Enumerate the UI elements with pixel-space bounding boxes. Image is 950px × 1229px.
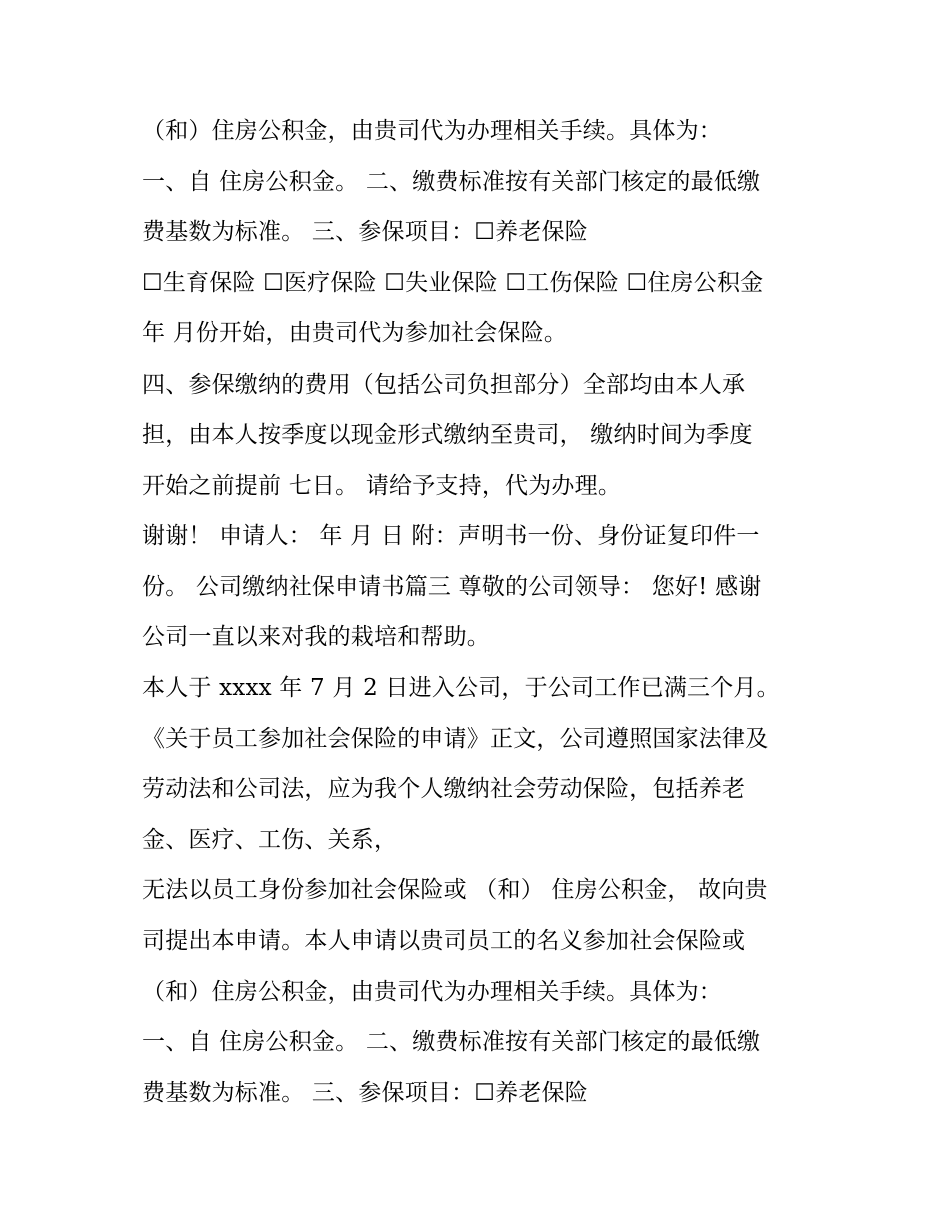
text-line: 费基数为标准。 三、参保项目：☐养老保险	[142, 1080, 588, 1106]
text-line: 开始之前提前 七日。 请给予支持，代为办理。	[142, 473, 622, 499]
text-line: 一、自 住房公积金。 二、缴费标准按有关部门核定的最低缴	[142, 169, 761, 195]
text-line: 无法以员工身份参加社会保险或 （和） 住房公积金， 故向贵	[142, 877, 768, 903]
text-line: 费基数为标准。 三、参保项目：☐养老保险	[142, 219, 588, 245]
text-line: 年 月份开始，由贵司代为参加社会保险。	[142, 320, 568, 346]
text-line: 司提出本申请。本人申请以贵司员工的名义参加社会保险或	[142, 928, 746, 954]
text-line: （和）住房公积金，由贵司代为办理相关手续。具体为：	[142, 118, 722, 144]
text-line: 劳动法和公司法，应为我个人缴纳社会劳动保险，包括养老	[142, 776, 746, 802]
text-line: 谢谢！ 申请人： 年 月 日 附：声明书一份、身份证复印件一	[142, 523, 760, 549]
text-line: ☐生育保险 ☐医疗保险 ☐失业保险 ☐工伤保险 ☐住房公积金	[142, 270, 764, 296]
text-line: 公司一直以来对我的栽培和帮助。	[142, 624, 490, 650]
text-line: 份。 公司缴纳社保申请书篇三 尊敬的公司领导： 您好! 感谢	[142, 574, 762, 600]
text-line: 四、参保缴纳的费用（包括公司负担部分）全部均由本人承	[142, 372, 746, 398]
text-line: 金、医疗、工伤、关系，	[142, 827, 398, 853]
text-line: （和）住房公积金，由贵司代为办理相关手续。具体为：	[142, 979, 722, 1005]
text-line: 担，由本人按季度以现金形式缴纳至贵司， 缴纳时间为季度	[142, 422, 753, 448]
text-line: 本人于 xxxx 年 7 月 2 日进入公司，于公司工作已满三个月。	[142, 675, 780, 701]
text-line: 《关于员工参加社会保险的申请》正文，公司遵照国家法律及	[142, 726, 769, 752]
text-line: 一、自 住房公积金。 二、缴费标准按有关部门核定的最低缴	[142, 1029, 761, 1055]
